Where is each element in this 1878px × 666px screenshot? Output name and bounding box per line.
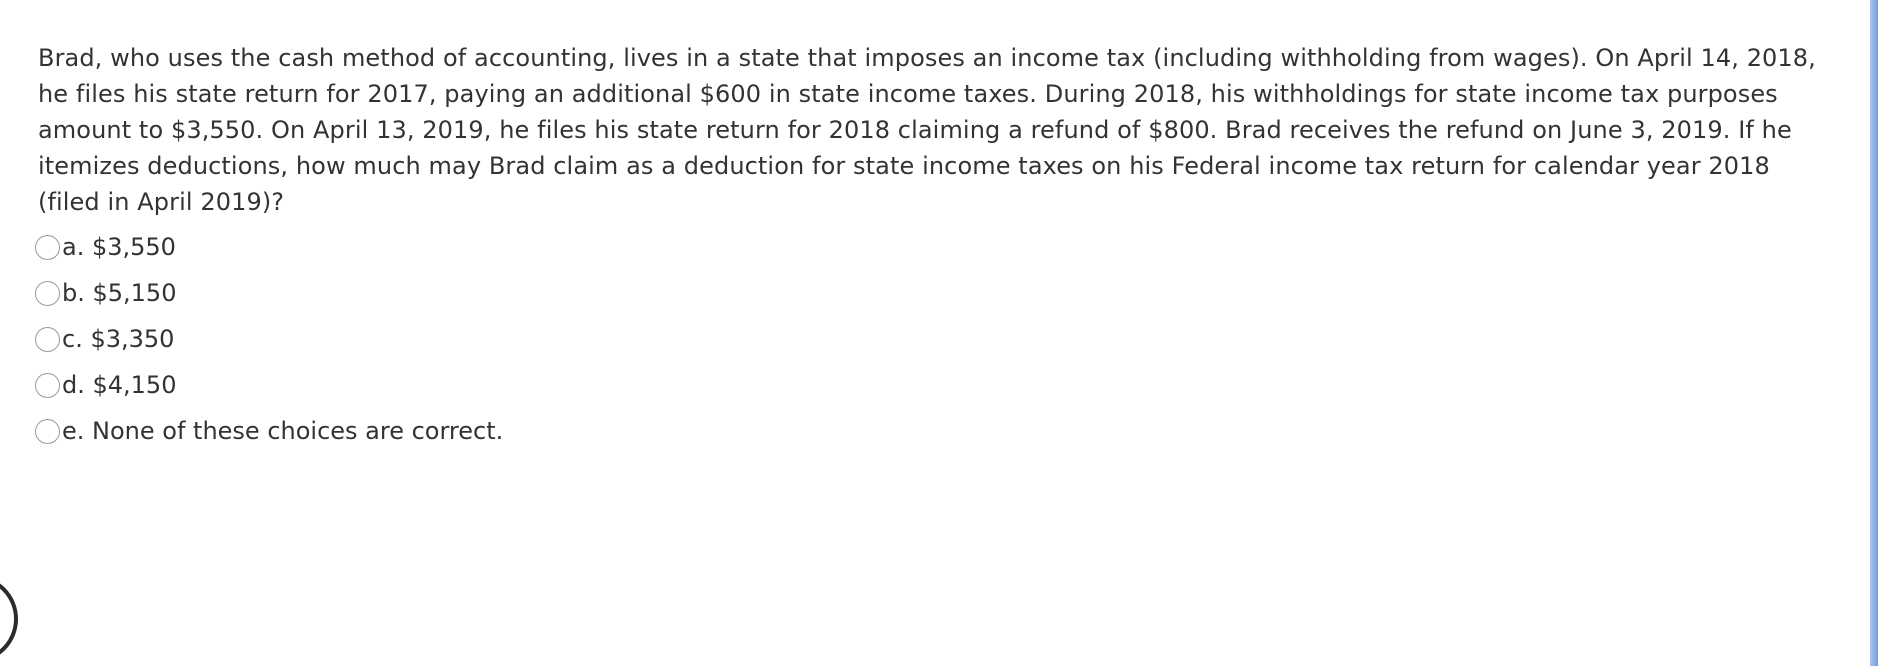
radio-button[interactable] (35, 373, 60, 398)
option-label: c. $3,350 (62, 325, 175, 353)
radio-button[interactable] (35, 235, 60, 260)
option-d[interactable] (35, 362, 1838, 408)
option-e[interactable] (35, 408, 1838, 454)
circle-icon (0, 575, 18, 663)
radio-button[interactable] (35, 327, 60, 352)
option-label: b. $5,150 (62, 279, 177, 307)
answer-options (38, 224, 1838, 454)
radio-button[interactable] (35, 419, 60, 444)
option-label: d. $4,150 (62, 371, 177, 399)
option-label: e. None of these choices are correct. (62, 417, 504, 445)
scrollbar[interactable] (1870, 0, 1878, 666)
question-area (38, 40, 1838, 454)
radio-button[interactable] (35, 281, 60, 306)
option-b[interactable] (35, 270, 1838, 316)
option-label: a. $3,550 (62, 233, 176, 261)
question-text: Brad, who uses the cash method of accounting, lives in a state that imposes an income tax (including withholding from wages). On April 14, 2018, he files his state return for 2017, paying an additional $600 in state income taxes. During 2018, his withholdings for state income tax purposes amount to $3,550. On April 13, 2019, he files his state return for 2018 claiming a refund of $800. Brad receives the refund on June 3, 2019. If he itemizes deductions, how much may Brad claim as a deduction for state income taxes on his Federal income tax return for calendar year 2018 (filed in April 2019)? (38, 44, 1816, 216)
option-c[interactable] (35, 316, 1838, 362)
option-a[interactable] (35, 224, 1838, 270)
